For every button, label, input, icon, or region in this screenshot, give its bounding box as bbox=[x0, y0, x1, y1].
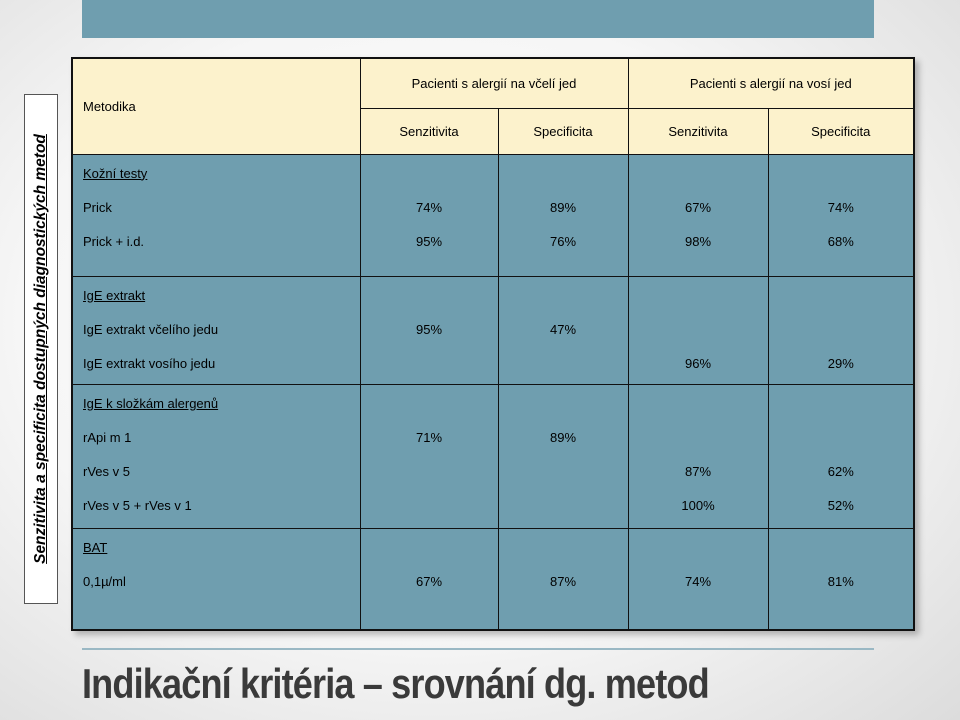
value-column bbox=[628, 276, 768, 384]
row-label: rVes v 5 bbox=[83, 463, 130, 479]
section-heading: BAT bbox=[83, 539, 108, 555]
value-column bbox=[768, 154, 914, 276]
section-row bbox=[72, 528, 914, 630]
heading-spacer bbox=[769, 387, 914, 421]
value-cell bbox=[499, 455, 628, 489]
value-cell: 98% bbox=[685, 233, 712, 249]
value-cell: 74% bbox=[827, 199, 854, 215]
value-cell: 47% bbox=[549, 321, 577, 337]
value-cell: 87% bbox=[685, 463, 712, 479]
bee-venom-group-header: Pacienti s alergií na včelí jed bbox=[360, 58, 628, 108]
value-column bbox=[628, 384, 768, 528]
value-cell: 95% bbox=[415, 233, 443, 249]
top-banner-bar bbox=[82, 0, 874, 38]
value-cell bbox=[361, 347, 498, 381]
value-cell: 62% bbox=[827, 463, 854, 479]
value-cell: 87% bbox=[549, 573, 577, 589]
row-label: 0,1µ/ml bbox=[83, 573, 126, 589]
value-cell: 52% bbox=[827, 497, 854, 513]
divider-line bbox=[82, 648, 874, 650]
row-label: IgE extrakt vosího jedu bbox=[83, 355, 216, 371]
side-label-box bbox=[24, 94, 58, 604]
slide-title: Indikační kritéria – srovnání dg. metod bbox=[82, 660, 709, 707]
value-cell: 67% bbox=[685, 199, 712, 215]
value-cell: 89% bbox=[549, 429, 577, 445]
heading-spacer bbox=[629, 279, 768, 313]
row-label: IgE extrakt včelího jedu bbox=[83, 321, 219, 337]
wasp-venom-group-header: Pacienti s alergií na vosí jed bbox=[628, 58, 914, 108]
section-heading: Kožní testy bbox=[83, 165, 148, 181]
section-row bbox=[72, 384, 914, 528]
metodika-header: Metodika bbox=[72, 58, 360, 154]
value-column bbox=[360, 276, 498, 384]
section-labels bbox=[72, 528, 360, 630]
value-cell: 95% bbox=[415, 321, 443, 337]
heading-spacer bbox=[499, 157, 628, 191]
sensitivity-header: Senzitivita bbox=[360, 108, 498, 154]
value-cell bbox=[499, 347, 628, 381]
specificity-header: Specificita bbox=[498, 108, 628, 154]
value-cell: 71% bbox=[415, 429, 443, 445]
value-cell: 76% bbox=[549, 233, 577, 249]
row-label: rVes v 5 + rVes v 1 bbox=[83, 497, 192, 513]
section-heading: IgE extrakt bbox=[83, 287, 146, 303]
section-row bbox=[72, 154, 914, 276]
value-column bbox=[628, 528, 768, 630]
value-column bbox=[360, 154, 498, 276]
value-column bbox=[498, 276, 628, 384]
value-cell bbox=[769, 421, 914, 455]
heading-spacer bbox=[769, 157, 914, 191]
heading-spacer bbox=[629, 157, 768, 191]
value-cell bbox=[361, 489, 498, 523]
value-cell: 100% bbox=[681, 497, 715, 513]
value-column bbox=[768, 384, 914, 528]
heading-spacer bbox=[499, 279, 628, 313]
value-cell: 74% bbox=[685, 573, 712, 589]
section-row bbox=[72, 276, 914, 384]
value-column bbox=[498, 384, 628, 528]
comparison-table bbox=[71, 57, 915, 631]
sensitivity-header: Senzitivita bbox=[628, 108, 768, 154]
row-label: rApi m 1 bbox=[83, 429, 132, 445]
value-column bbox=[628, 154, 768, 276]
value-cell bbox=[629, 421, 768, 455]
heading-spacer bbox=[499, 531, 628, 565]
row-label: Prick + i.d. bbox=[83, 233, 145, 249]
value-column bbox=[498, 154, 628, 276]
value-cell bbox=[629, 313, 768, 347]
heading-spacer bbox=[769, 531, 914, 565]
value-column bbox=[360, 528, 498, 630]
value-cell: 81% bbox=[827, 573, 854, 589]
value-cell: 96% bbox=[685, 355, 712, 371]
row-label: Prick bbox=[83, 199, 112, 215]
section-heading: IgE k složkám alergenů bbox=[83, 395, 219, 411]
value-cell: 68% bbox=[827, 233, 854, 249]
value-column bbox=[360, 384, 498, 528]
heading-spacer bbox=[769, 279, 914, 313]
heading-spacer bbox=[629, 387, 768, 421]
heading-spacer bbox=[361, 387, 498, 421]
side-label: Senzitivita a specificita dostupných diagnostických metod bbox=[32, 134, 49, 564]
value-cell: 67% bbox=[415, 573, 443, 589]
heading-spacer bbox=[361, 279, 498, 313]
value-cell bbox=[499, 489, 628, 523]
value-column bbox=[768, 276, 914, 384]
value-column bbox=[768, 528, 914, 630]
specificity-header: Specificita bbox=[768, 108, 914, 154]
table-body bbox=[72, 154, 914, 630]
heading-spacer bbox=[629, 531, 768, 565]
section-labels bbox=[72, 276, 360, 384]
heading-spacer bbox=[499, 387, 628, 421]
value-cell bbox=[769, 313, 914, 347]
heading-spacer bbox=[361, 157, 498, 191]
heading-spacer bbox=[361, 531, 498, 565]
value-cell: 89% bbox=[549, 199, 577, 215]
section-labels bbox=[72, 384, 360, 528]
section-labels bbox=[72, 154, 360, 276]
header-row-groups bbox=[72, 58, 914, 108]
value-cell bbox=[361, 455, 498, 489]
value-cell: 29% bbox=[827, 355, 854, 371]
value-cell: 74% bbox=[415, 199, 443, 215]
value-column bbox=[498, 528, 628, 630]
